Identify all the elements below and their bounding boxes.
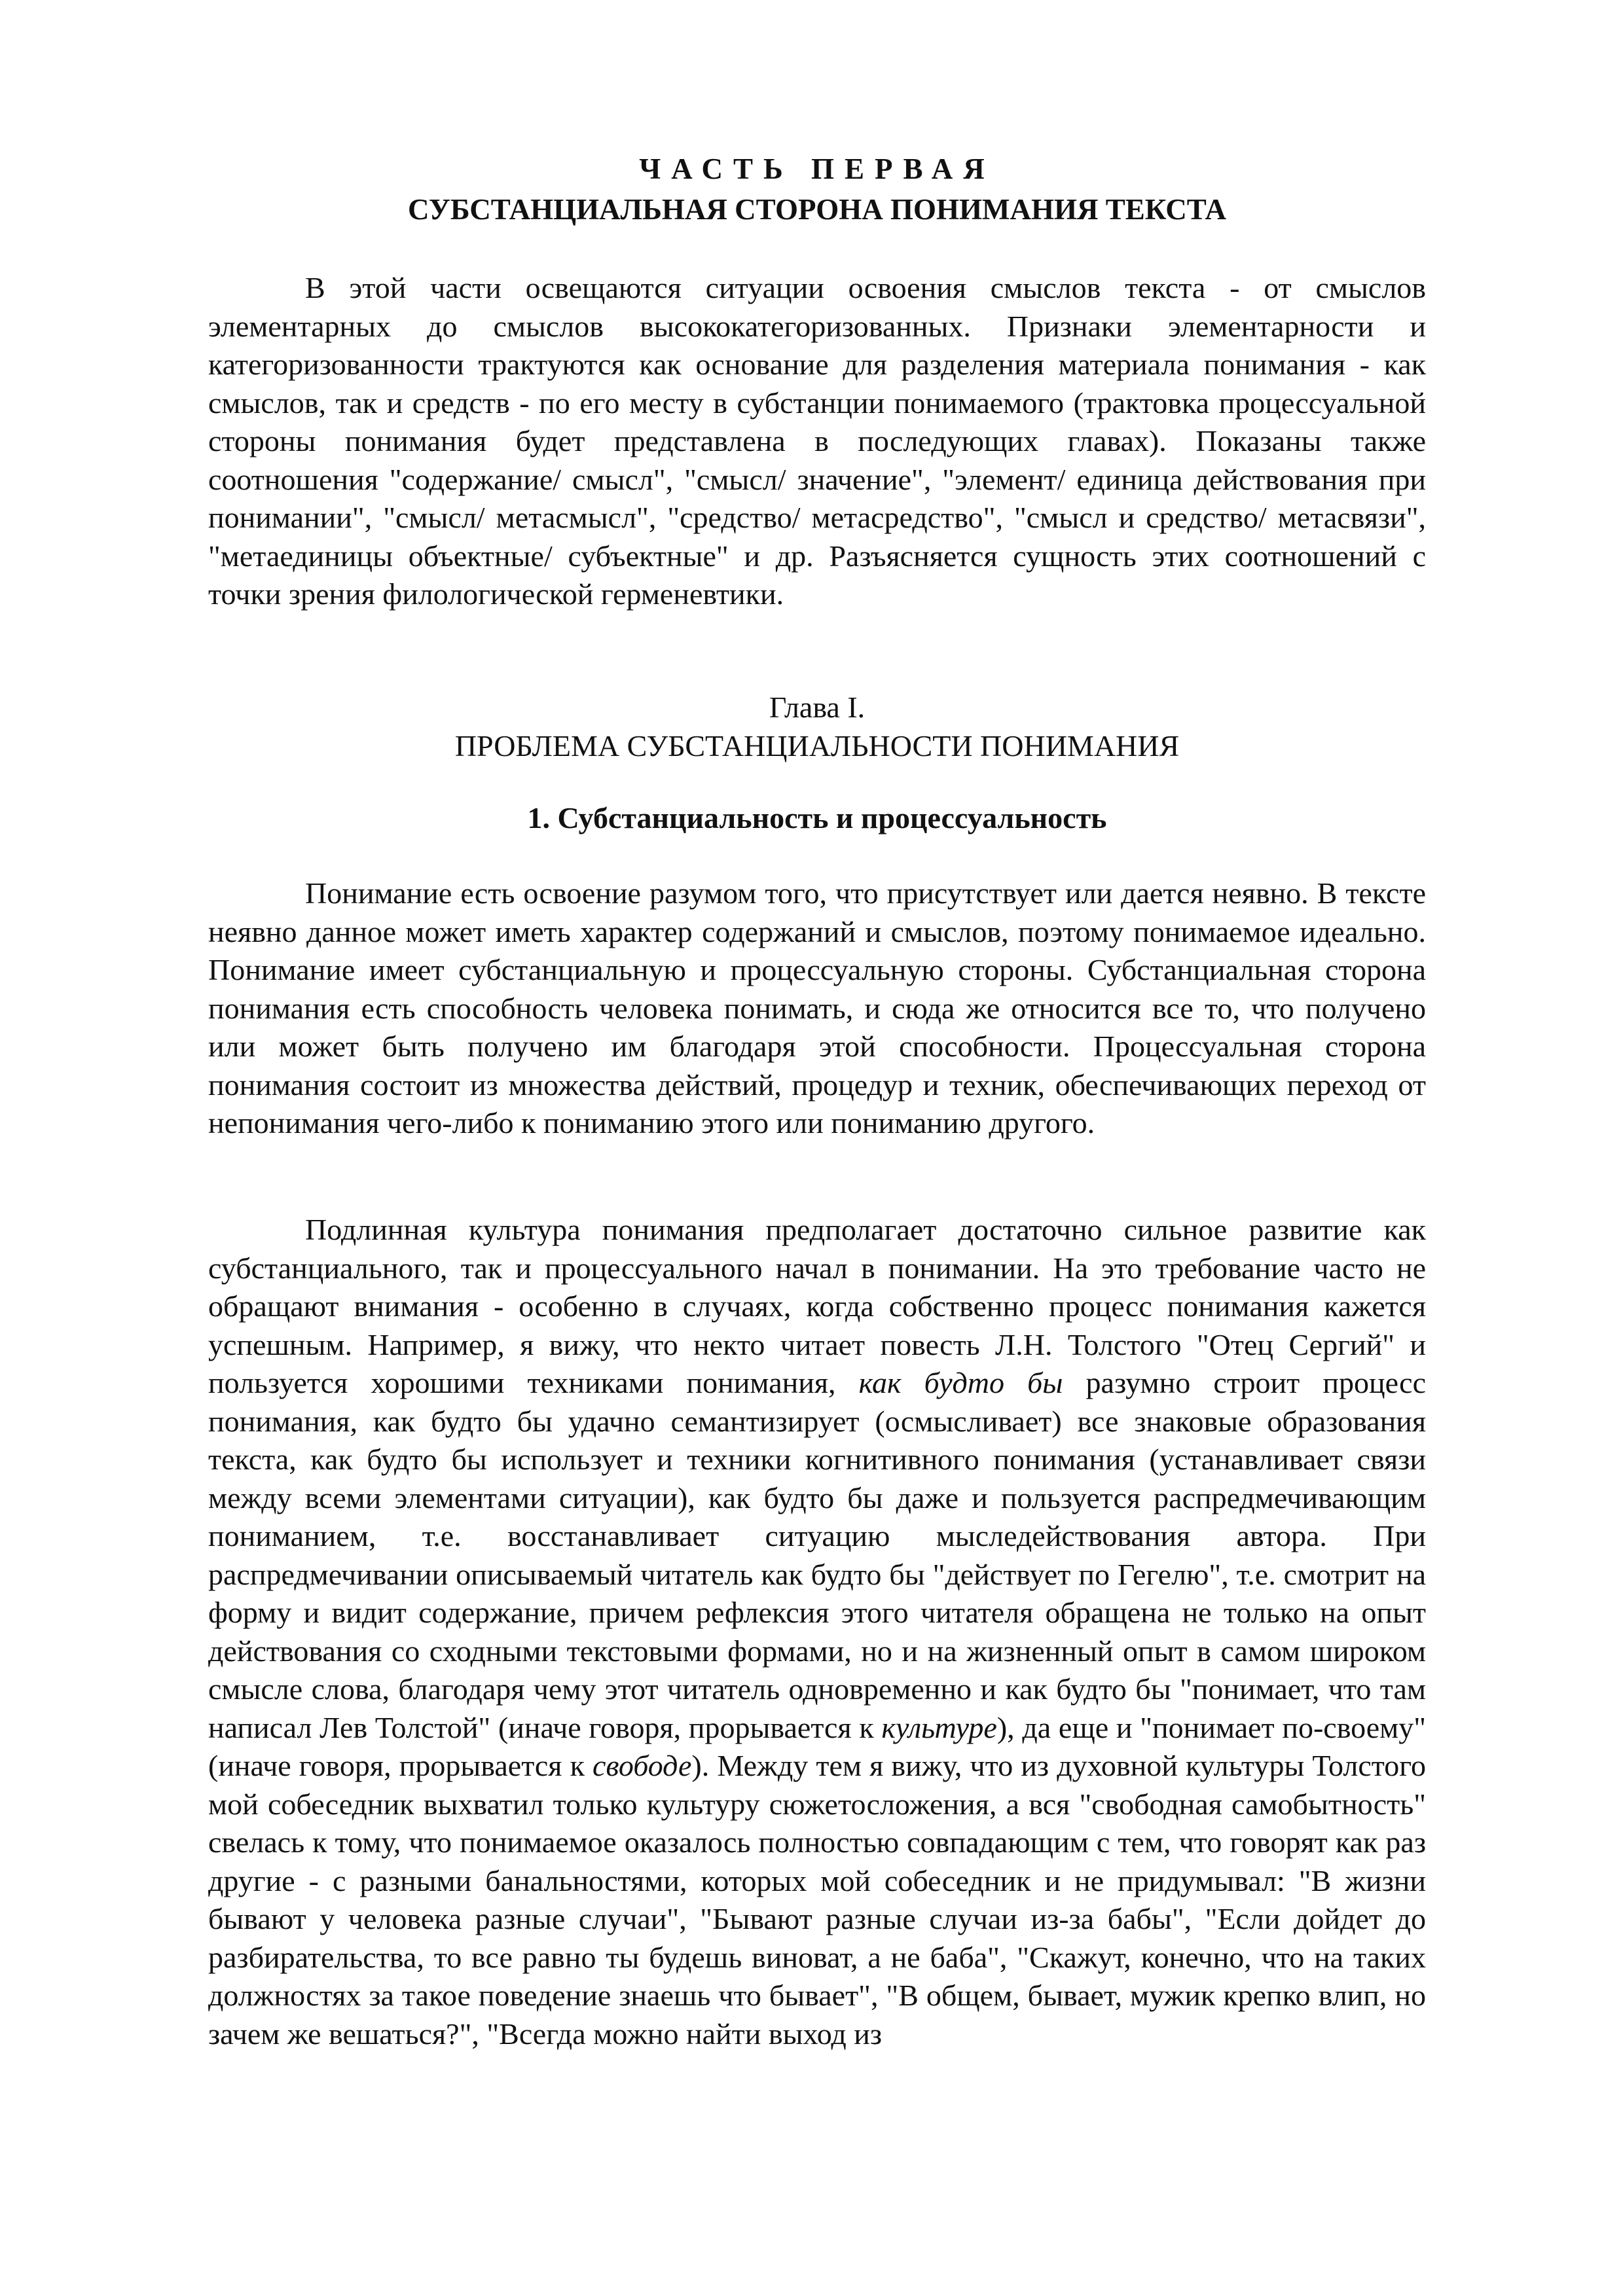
paragraph-text: Подлинная культура понимания предполагает достаточно сильное развитие как субстанциального, так и процессуального начал в понимании. На это требование часто не обращают внимания - особенно в случаях, когда собственно процесс понимания кажется успешным. Например, я вижу, что некто читает повесть Л.Н. Толстого "Отец Сергий" и пользуется хорошими техниками понимания, bbox=[208, 1213, 1426, 1399]
paragraph-text: ). Между тем я вижу, что из духовной культуры Толстого мой собеседник выхватил только культуру сюжетосложения, а вся "свободная самобытность" свелась к тому, что понимаемое оказалось полностью совпадающим с тем, что говорят как раз другие - с разными банальностями, которых мой собеседник и не придумывал: "В жизни бывают у человека разные случаи", "Бывают разные случаи из-за бабы", "Если дойдет до разбирательства, то все равно ты будешь виноват, а не баба", "Скажут, конечно, что на таких должностях за такое поведение знаешь что бывает", "В общем, бывает, мужик крепко влип, но зачем же вешаться?", "Всегда можно найти выход из bbox=[208, 1749, 1426, 2051]
chapter-title: ПРОБЛЕМА СУБСТАНЦИАЛЬНОСТИ ПОНИМАНИЯ bbox=[454, 729, 1180, 762]
part-heading: СУБСТАНЦИАЛЬНАЯ СТОРОНА ПОНИМАНИЯ ТЕКСТА bbox=[407, 193, 1227, 226]
italic-emphasis: свободе bbox=[593, 1749, 692, 1782]
italic-emphasis: как будто бы bbox=[858, 1366, 1063, 1399]
section-title: 1. Субстанциальность и процессуальность bbox=[527, 801, 1107, 834]
part-label: ЧАСТЬ ПЕРВАЯ bbox=[639, 152, 995, 185]
body-paragraph-2 bbox=[208, 1211, 1426, 2053]
paragraph-text: разумно строит процесс понимания, как будто бы удачно семантизирует (осмысливает) все знаковые образования текста, как будто бы использует и техники когнитивного понимания (устанавливает связи между всеми элементами ситуации), как будто бы даже и пользуется распредмечивающим пониманием, т.е. восстанавливает ситуацию мыследействования автора. При распредмечивании описываемый читатель как будто бы "действует по Гегелю", т.е. смотрит на форму и видит содержание, причем рефлексия этого читателя обращена не только на опыт действования со сходными текстовыми формами, но и на жизненный опыт в самом широком смысле слова, благодаря чему этот читатель одновременно и как будто бы "понимает, что там написал Лев Толстой" (иначе говоря, прорывается к bbox=[208, 1366, 1426, 1744]
chapter-label: Глава I. bbox=[769, 691, 866, 724]
paragraph-text: ), да еще и "понимает по-своему" (иначе говоря, прорывается к bbox=[208, 1710, 1426, 1782]
intro-paragraph: В этой части освещаются ситуации освоения смыслов текста - от смыслов элементарных до смыслов высококатегоризованных. Признаки элементарности и категоризованности трактуются как основание для разделения материала понимания - как смыслов, так и средств - по его месту в субстанции понимаемого (трактовка процессуальной стороны понимания будет представлена в последующих главах). Показаны также соотношения "содержание/ смысл", "смысл/ значение", "элемент/ единица действования при понимании", "смысл/ метасмысл", "средство/ метасредство", "смысл и средство/ метасвязи", "метаединицы объектные/ субъектные" и др. Разъясняется сущность этих соотношений с точки зрения филологической герменевтики. bbox=[208, 271, 1426, 611]
italic-emphasis: культуре bbox=[881, 1710, 997, 1744]
body-paragraph-1: Понимание есть освоение разумом того, что присутствует или дается неявно. В тексте неявно данное может иметь характер содержаний и смыслов, поэтому понимаемое идеально. Понимание имеет субстанциальную и процессуальную стороны. Субстанциальная сторона понимания есть способность человека понимать, и сюда же относится все то, что получено или может быть получено им благодаря этой способности. Процессуальная сторона понимания состоит из множества действий, процедур и техник, обеспечивающих переход от непонимания чего-либо к пониманию этого или пониманию другого. bbox=[208, 876, 1426, 1139]
